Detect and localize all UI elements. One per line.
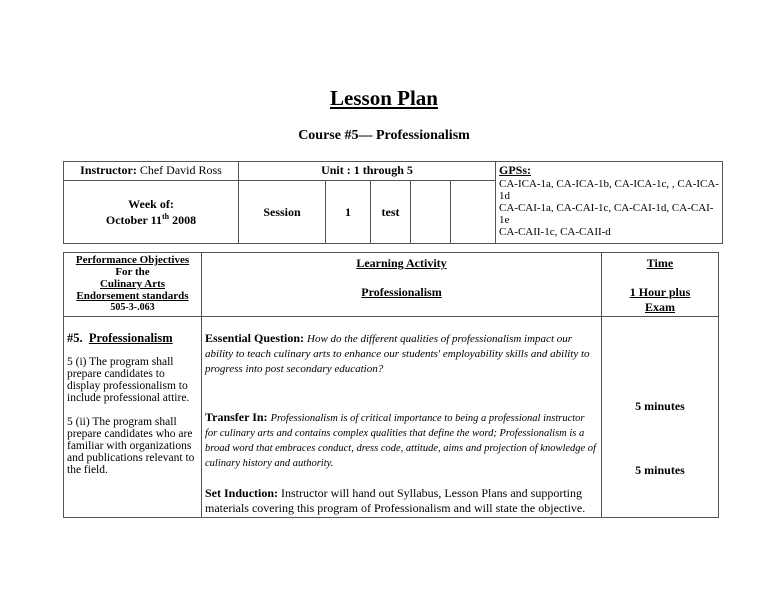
time-header (602, 253, 719, 317)
gps-line: CA-CAI-1a, CA-CAI-1c, CA-CAI-1d, CA-CAI-1e (499, 202, 714, 226)
si-label: Set Induction: (205, 486, 279, 500)
time-heading: Time (646, 256, 674, 270)
objectives-header (64, 253, 202, 317)
gps-line: CA-ICA-1a, CA-ICA-1b, CA-ICA-1c, , CA-ICA-1d (499, 178, 719, 202)
objective-1: 5 (i) The program shall prepare candidates to display professionalism to include professional attire. (67, 356, 190, 404)
week-year: 2008 (172, 212, 197, 227)
session-label: Session (239, 181, 326, 244)
po-std: Endorsement standards (76, 290, 189, 302)
gps-cell (496, 162, 723, 244)
empty-cell (411, 181, 451, 244)
session-note: test (371, 181, 411, 244)
induction-time: 5 minutes (635, 463, 685, 477)
week-sup: th (161, 211, 170, 221)
po-code: 505-3-.063 (110, 302, 155, 313)
week-day: October 11 (105, 212, 162, 227)
objective-2: 5 (ii) The program shall prepare candidates who are familiar with organizations and publications relevant to the field. (67, 416, 195, 476)
instructor-name: Chef David Ross (139, 163, 222, 177)
session-number: 1 (326, 181, 371, 244)
week-date (67, 212, 235, 228)
po-heading: Performance Objectives (75, 254, 190, 266)
time-total: 1 Hour plus Exam (629, 285, 691, 314)
course-title: Course #5— Professionalism (298, 128, 470, 143)
instructor-cell (64, 162, 239, 181)
si-text: Instructor will hand out Syllabus, Lesson Plans and supporting materials covering this program of Professionalism and will state the objective. (205, 486, 586, 515)
transfer-in (205, 410, 598, 470)
essential-question (205, 331, 598, 376)
week-cell (64, 181, 239, 244)
page-title: Lesson Plan (330, 86, 438, 110)
la-topic: Professionalism (361, 285, 442, 299)
eq-label: Essential Question: (205, 331, 305, 345)
transfer-time: 5 minutes (635, 399, 685, 413)
instructor-label: Instructor: (80, 163, 137, 177)
obj-title: Professionalism (88, 331, 173, 345)
unit-cell: Unit : 1 through 5 (239, 162, 496, 181)
la-heading: Learning Activity (356, 256, 447, 270)
header-table (63, 161, 723, 244)
activity-header (202, 253, 602, 317)
lesson-table (63, 252, 719, 518)
ti-label: Transfer In: (205, 410, 268, 424)
obj-num: #5. (67, 331, 83, 345)
po-arts: Culinary Arts (99, 278, 166, 290)
week-label: Week of: (128, 196, 174, 211)
po-for: For the (115, 266, 150, 278)
set-induction (205, 486, 598, 516)
time-cell (602, 317, 719, 518)
activity-cell (202, 317, 602, 518)
ti-text: Professionalism is of critical importance to being a professional instructor for culinary arts and contains complex qualities that define the word; Professionalism is a broad word that embraces conduct, dress code, attitude, aims and projection of knowledge of culinary history and authority. (205, 413, 596, 469)
gps-label: GPSs: (499, 163, 532, 177)
gps-line: CA-CAII-1c, CA-CAII-d (499, 226, 611, 238)
empty-cell (451, 181, 496, 244)
objectives-cell (64, 317, 202, 518)
eq-text: How do the different qualities of professionalism impact our ability to teach culinary arts to enhance our students' employability skills and ability to progress into post secondary education? (205, 333, 590, 375)
